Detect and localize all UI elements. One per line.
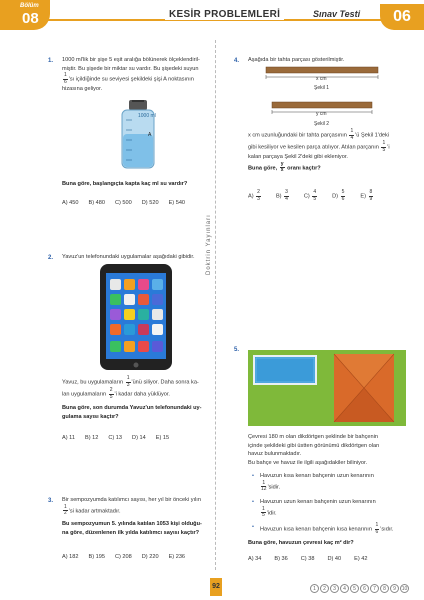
- q4-option-e[interactable]: E) $\frac{8}{9}$: [360, 189, 373, 202]
- q3-options: [62, 554, 185, 560]
- answer-circle: 10: [401, 586, 408, 592]
- q4-question: Buna göre, $\frac{y}{x}$ oranı kaçtır?: [248, 160, 321, 173]
- answer-circle: 7: [370, 584, 379, 593]
- q1-number: 1.: [48, 58, 54, 64]
- q3-option-b[interactable]: B) 195: [88, 554, 105, 560]
- q2-option-e[interactable]: E) 15: [155, 435, 170, 441]
- phone-illustration: [99, 263, 173, 371]
- column-divider: [215, 40, 216, 570]
- q5-bullet-3: • Havuzun kısa kenarı bahçenin kısa kenarının $\frac{1}{6}$ 'sıdır.: [260, 523, 415, 535]
- answer-circle: 1: [310, 584, 319, 593]
- answer-circle: 8: [380, 584, 389, 593]
- section-badge: [0, 0, 50, 30]
- q5-line1: Çevresi 180 m olan dikdörtgen şeklinde bir bahçenin: [248, 434, 378, 440]
- figure-1-caption: Şekil 1: [314, 85, 330, 91]
- q3-fraction: $\frac{1}{2}$: [64, 503, 67, 516]
- q2-option-d[interactable]: D) 14: [132, 435, 146, 441]
- answer-circle: 6: [360, 584, 369, 593]
- q3-line2: $\frac{1}{2}$ 'si kadar artmaktadır.: [64, 503, 121, 516]
- answer-circle: 3: [330, 584, 339, 593]
- q3-option-c[interactable]: C) 208: [114, 554, 132, 560]
- y-length-label: y cm: [316, 111, 327, 117]
- q2-question: Buna göre, son durumda Yavuz'un telefonundaki uy- gulama sayısı kaçtır?: [62, 405, 202, 420]
- figure-2-caption: Şekil 2: [314, 121, 330, 127]
- q5-option-a[interactable]: A) 34: [248, 556, 262, 562]
- q3-line1: Bir sempozyumda katılımcı sayısı, her yıl bir önceki yılın: [62, 497, 201, 503]
- bottle-illustration: [118, 100, 158, 170]
- q4-fraction-2: $\frac{1}{5}$: [382, 140, 386, 153]
- answer-circle: 4: [340, 584, 349, 593]
- answer-circle: 5: [350, 584, 359, 593]
- pool: [254, 356, 316, 384]
- q2-intro: Yavuz'un telefonundaki uygulamalar aşağıdaki gibidir.: [62, 254, 195, 260]
- q5-options: [248, 556, 368, 562]
- section-number: 08: [22, 10, 39, 27]
- q2-line1: Yavuz, bu uygulamaların $\frac{1}{3}$ 'ünü siliyor. Daha sonra ka-: [62, 375, 199, 388]
- q5-bullet-2: • Havuzun uzun kenarı bahçenin uzun kenarının $\frac{1}{5}$ 'idir.: [260, 498, 410, 519]
- q4-fraction-1: $\frac{1}{4}$: [350, 128, 354, 141]
- test-number: 06: [380, 4, 424, 30]
- q1-line1: 1000 ml'lik bir şişe 5 eşit aralığa bölünerek ölçeklendiril-: [62, 57, 200, 63]
- q1-option-e[interactable]: E) 540: [168, 200, 186, 206]
- page-title: KESİR PROBLEMLERİ: [165, 9, 284, 20]
- q4-option-a[interactable]: A) $\frac{2}{3}$: [248, 189, 260, 202]
- q5-line2: içinde şekildeki gibi üstten görünümü dikdörtgen olan: [248, 442, 380, 449]
- q4-option-b[interactable]: B) $\frac{3}{4}$: [275, 189, 288, 202]
- q5-line3: havuz bulunmaktadır.: [248, 451, 302, 457]
- q2-option-c[interactable]: C) 13: [108, 435, 123, 441]
- q3-option-d[interactable]: D) 220: [141, 554, 159, 560]
- q4-options: [248, 190, 374, 202]
- q2-fraction-1: $\frac{1}{3}$: [126, 375, 130, 388]
- q4-line2: gibi kesiliyor ve kesilen parça atılıyor. Atılan parçanın $\frac{1}{5}$ 'i: [248, 140, 390, 153]
- q3-text: [62, 496, 212, 517]
- q2-text: [62, 376, 212, 400]
- answer-circle: 9: [390, 584, 399, 593]
- q5-option-b[interactable]: B) 36: [274, 556, 288, 562]
- q3-number: 3.: [48, 498, 54, 504]
- q2-option-b[interactable]: B) 12: [84, 435, 99, 441]
- q2-options: [62, 435, 169, 441]
- q5-line4: Bu bahçe ve havuz ile ilgili aşağıdakiler biliniyor.: [248, 459, 368, 466]
- q4-intro: Aşağıda bir tahta parçası gösterilmiştir.: [248, 57, 345, 63]
- q1-line4: hizasına geliyor.: [62, 86, 103, 92]
- test-label: Sınav Testi: [310, 9, 363, 19]
- q4-option-c[interactable]: C) $\frac{4}{5}$: [303, 189, 317, 202]
- q3-option-e[interactable]: E) 236: [168, 554, 186, 560]
- q3-question: Bu sempozyumun 5. yılında katılan 1053 kişi olduğu- na göre, düzenlenen ilk yılda katılımcı sayısı kaçtır?: [62, 521, 202, 536]
- wood-plank-2: [272, 102, 372, 108]
- q5-number: 5.: [234, 347, 240, 353]
- q2-line2: lan uygulamaların $\frac{2}{5}$ 'i kadar daha yüklüyor.: [62, 387, 170, 400]
- answer-circle: 2: [320, 584, 329, 593]
- page-number: 92: [210, 578, 222, 596]
- q5-question: Buna göre, havuzun çevresi kaç m² dir?: [248, 540, 354, 546]
- q1-line2: miştir. Bu şişede bir miktar su vardır. Bu şişedeki suyun: [62, 65, 199, 72]
- q2-number: 2.: [48, 255, 54, 261]
- q1-option-d[interactable]: D) 520: [141, 200, 159, 206]
- q2-option-a[interactable]: A) 11: [62, 435, 75, 441]
- q1-option-b[interactable]: B) 480: [88, 200, 105, 206]
- q5-option-e[interactable]: E) 42: [354, 556, 368, 562]
- bottle-point-label: A: [148, 132, 152, 138]
- wood-figures: [258, 64, 388, 134]
- x-length-label: x cm: [316, 76, 327, 82]
- garden-illustration: [248, 350, 406, 426]
- q1-question: Buna göre, başlangıçta kapta kaç ml su vardır?: [62, 181, 188, 187]
- publisher-watermark: Doktrin Yayınları: [206, 214, 212, 275]
- q5-bullet-1: • Havuzun kısa kenarı bahçenin uzun kenarının $\frac{1}{12}$ 'sidir.: [260, 472, 410, 493]
- q4-text: [248, 129, 413, 174]
- wood-plank-1: [266, 67, 378, 73]
- q5-option-c[interactable]: C) 38: [300, 556, 315, 562]
- q1-option-a[interactable]: A) 450: [62, 200, 79, 206]
- q2-fraction-2: $\frac{2}{5}$: [109, 387, 113, 400]
- q5-option-d[interactable]: D) 40: [327, 556, 342, 562]
- q4-option-d[interactable]: D) $\frac{5}{6}$: [332, 189, 345, 202]
- section-label: Bölüm: [20, 3, 39, 9]
- q4-number: 4.: [234, 58, 240, 64]
- house-roof: [334, 354, 394, 422]
- q1-option-c[interactable]: C) 500: [114, 200, 132, 206]
- q5-text: [248, 433, 413, 467]
- q4-ratio-fraction: $\frac{y}{x}$: [280, 160, 284, 173]
- answer-key-circles: [310, 584, 409, 593]
- q1-options: [62, 200, 185, 206]
- q4-line1: x cm uzunluğundaki bir tahta parçasının $\frac{1}{4}$ 'ü Şekil 1'deki: [248, 128, 390, 141]
- q1-fraction: $\frac{1}{6}$: [64, 72, 67, 85]
- q1-line3: $\frac{1}{6}$ 'sı içildiğinde su seviyesi şekildeki şişi A noktasının: [64, 72, 194, 85]
- q1-text: [62, 56, 212, 94]
- page-header: [0, 0, 424, 34]
- q3-option-a[interactable]: A) 182: [62, 554, 79, 560]
- bottle-capacity-label: 1000 ml: [138, 113, 156, 119]
- q4-line3: kalan parçaya Şekil 2'deki gibi ekleniyor.: [248, 154, 348, 160]
